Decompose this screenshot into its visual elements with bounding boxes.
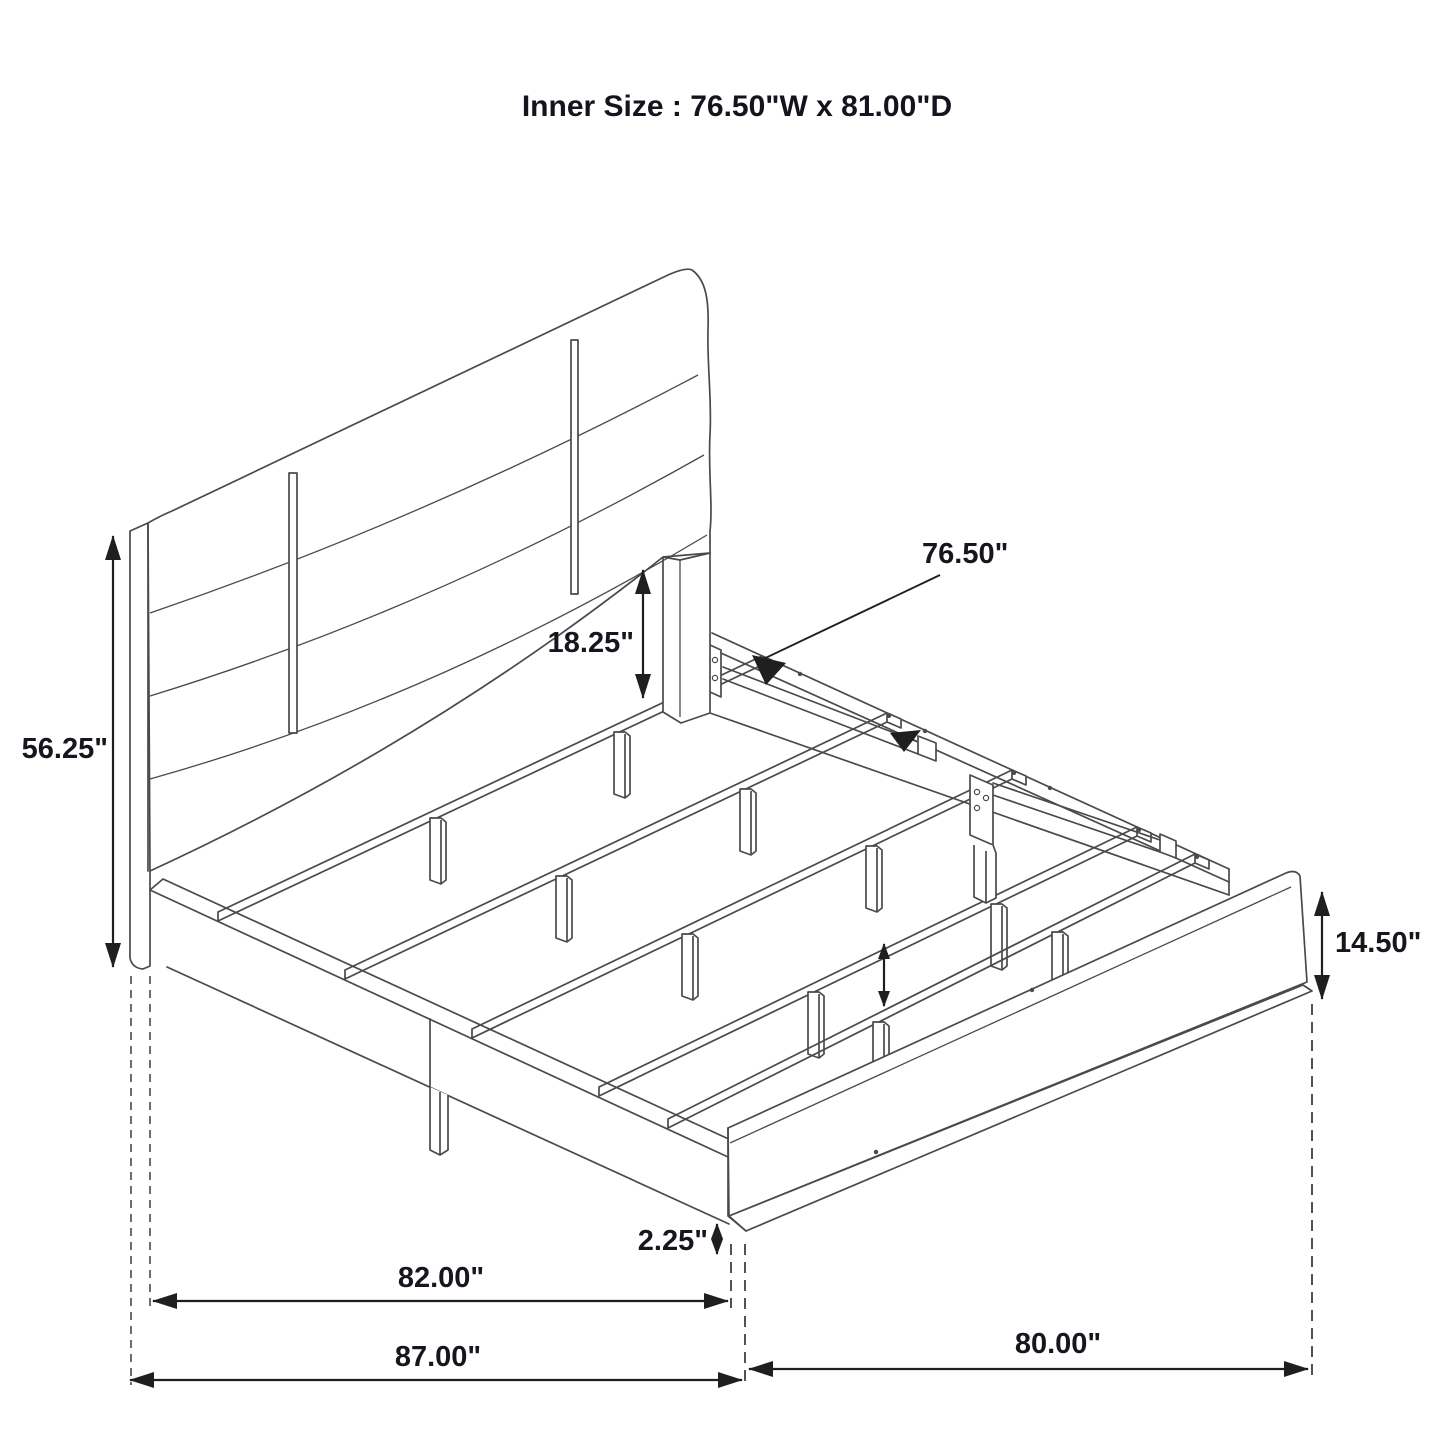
dim-headboard-height-label: 56.25": [21, 733, 108, 765]
center-rail-leg: [974, 845, 996, 903]
dim-headboard-leg-label: 18.25": [547, 627, 634, 659]
dim-footboard-height-label: 14.50": [1335, 927, 1422, 959]
center-rail-bracket: [970, 775, 996, 903]
headboard-leg-right: [663, 553, 710, 723]
dim-overall-depth-label: 87.00": [394, 1341, 482, 1373]
dim-overall-width-label: 80.00": [1014, 1328, 1102, 1360]
dim-footboard-base-label: 2.25": [637, 1225, 708, 1257]
dim-inner-width-label: 76.50": [922, 538, 1009, 570]
headboard: [130, 269, 711, 969]
dim-footboard-height: [1322, 892, 1421, 999]
headboard-panel: [130, 269, 711, 969]
headboard-seam-strip: [571, 340, 578, 594]
dim-side-rail-length: [153, 1262, 728, 1301]
dim-side-rail-length-label: 82.00": [397, 1262, 485, 1294]
side-rail-front: [150, 890, 729, 1224]
side-rail-front-leg: [430, 1087, 448, 1155]
dim-overall-depth: [130, 1341, 742, 1380]
dim-overall-width: [749, 1328, 1308, 1369]
dim-inner-width: [752, 538, 1008, 752]
dim-footboard-base: [638, 1224, 717, 1257]
dim-headboard-height: [22, 536, 113, 967]
headboard-seam-strip: [289, 473, 297, 733]
diagram-title: Inner Size : 76.50"W x 81.00"D: [521, 90, 953, 123]
side-rail-back: [710, 633, 1229, 895]
